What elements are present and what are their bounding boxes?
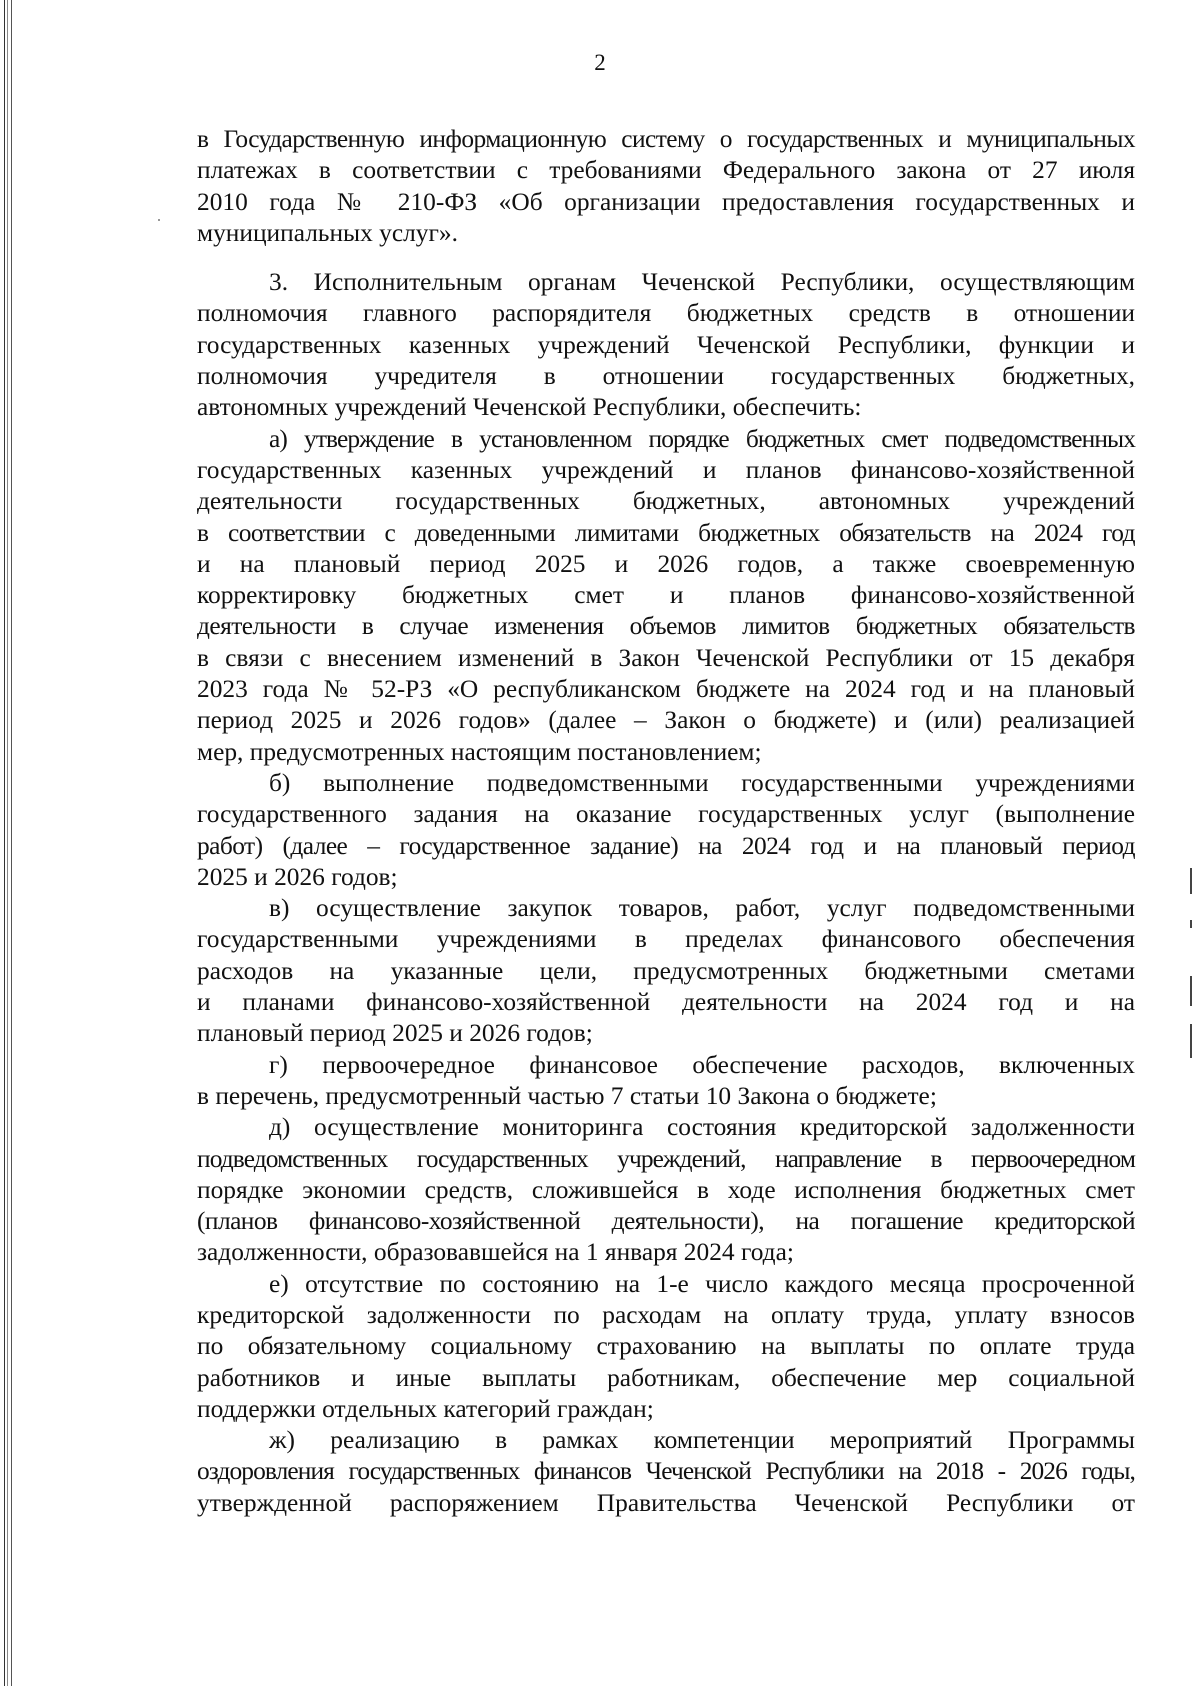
scan-margin-mark xyxy=(1190,976,1192,1006)
text-line: государственных казенных учреждений и планов финансово-хозяйственной xyxy=(197,455,1135,484)
text-line: государственных казенных учреждений Чеченской Республики, функции и xyxy=(197,330,1135,359)
text-line: г) первоочередное финансовое обеспечение расходов, включенных xyxy=(269,1050,1135,1079)
text-line: (планов финансово-хозяйственной деятельности), на погашение кредиторской xyxy=(197,1207,1135,1236)
text-line: а) утверждение в установленном порядке бюджетных смет подведомственных xyxy=(269,424,1135,453)
paragraph-item-v xyxy=(197,893,1135,1049)
text-line: по обязательному социальному страхованию на выплаты по оплате труда xyxy=(197,1332,1135,1361)
text-line: мер, предусмотренных настоящим постановлением; xyxy=(197,737,762,766)
text-line: государственного задания на оказание государственных услуг (выполнение xyxy=(197,800,1135,829)
paragraph-item-d xyxy=(197,1112,1135,1268)
text-line: б) выполнение подведомственными государственными учреждениями xyxy=(269,768,1135,797)
text-line: и на плановый период 2025 и 2026 годов, а также своевременную xyxy=(197,549,1135,578)
text-line: автономных учреждений Чеченской Республики, обеспечить: xyxy=(197,393,862,422)
text-line: 2010 года № 210-ФЗ «Об организации предоставления государственных и xyxy=(197,187,1135,216)
text-line: государственными учреждениями в пределах финансового обеспечения xyxy=(197,925,1135,954)
text-line: платежах в соответствии с требованиями Федерального закона от 27 июля xyxy=(197,156,1135,185)
text-line: подведомственных государственных учреждений, направление в первоочередном xyxy=(197,1144,1135,1173)
paragraph-item-g xyxy=(197,1050,1135,1113)
text-line: в перечень, предусмотренный частью 7 статьи 10 Закона о бюджете; xyxy=(197,1081,937,1110)
text-line: в связи с внесением изменений в Закон Чеченской Республики от 15 декабря xyxy=(197,643,1135,672)
paragraph-item-3 xyxy=(197,267,1135,423)
text-line: деятельности в случае изменения объемов лимитов бюджетных обязательств xyxy=(197,612,1135,641)
text-line: кредиторской задолженности по расходам на оплату труда, уплату взносов xyxy=(197,1300,1135,1329)
scan-left-edge xyxy=(4,0,12,1686)
scan-speck xyxy=(158,219,160,221)
paragraph-item-e xyxy=(197,1269,1135,1425)
text-line: и планами финансово-хозяйственной деятельности на 2024 год и на xyxy=(197,988,1135,1017)
text-line: 2025 и 2026 годов; xyxy=(197,862,398,891)
text-line: расходов на указанные цели, предусмотренных бюджетными сметами xyxy=(197,956,1135,985)
scan-margin-mark xyxy=(1190,868,1192,894)
text-line: поддержки отдельных категорий граждан; xyxy=(197,1394,654,1423)
text-line: 2023 года № 52-РЗ «О республиканском бюджете на 2024 год и на плановый xyxy=(197,675,1135,704)
scan-margin-mark xyxy=(1190,1024,1192,1058)
text-line: утвержденной распоряжением Правительства Чеченской Республики от xyxy=(197,1488,1135,1517)
text-line: в соответствии с доведенными лимитами бюджетных обязательств на 2024 год xyxy=(197,518,1135,547)
paragraph-item-b xyxy=(197,768,1135,893)
text-line: е) отсутствие по состоянию на 1-е число каждого месяца просроченной xyxy=(269,1269,1135,1298)
text-line: полномочия главного распорядителя бюджетных средств в отношении xyxy=(197,299,1135,328)
page-number: 2 xyxy=(594,50,606,75)
text-line: корректировку бюджетных смет и планов финансово-хозяйственной xyxy=(197,581,1135,610)
paragraph-item-a xyxy=(197,424,1135,768)
text-line: в Государственную информационную систему о государственных и муниципальных xyxy=(197,125,1135,153)
text-line: оздоровления государственных финансов Чеченской Республики на 2018 - 2026 годы, xyxy=(197,1457,1135,1486)
text-line: д) осуществление мониторинга состояния кредиторской задолженности xyxy=(269,1113,1135,1142)
document-body xyxy=(197,124,1135,1519)
text-line: 3. Исполнительным органам Чеченской Республики, осуществляющим xyxy=(269,268,1135,297)
text-line: работников и иные выплаты работникам, обеспечение мер социальной xyxy=(197,1363,1135,1392)
scan-margin-mark xyxy=(1190,920,1192,928)
text-line: задолженности, образовавшейся на 1 января 2024 года; xyxy=(197,1238,794,1267)
text-line: плановый период 2025 и 2026 годов; xyxy=(197,1019,593,1048)
text-line: работ) (далее – государственное задание) на 2024 год и на плановый период xyxy=(197,831,1135,860)
text-line: деятельности государственных бюджетных, автономных учреждений xyxy=(197,487,1135,516)
text-line: период 2025 и 2026 годов» (далее – Закон о бюджете) и (или) реализацией xyxy=(197,706,1135,735)
text-line: порядке экономии средств, сложившейся в ходе исполнения бюджетных смет xyxy=(197,1175,1135,1204)
text-line: муниципальных услуг». xyxy=(197,218,458,247)
text-line: полномочия учредителя в отношении государственных бюджетных, xyxy=(197,362,1135,391)
text-line: в) осуществление закупок товаров, работ, услуг подведомственными xyxy=(269,894,1135,923)
paragraph-item-zh xyxy=(197,1425,1135,1519)
paragraph-intro xyxy=(197,124,1135,249)
text-line: ж) реализацию в рамках компетенции мероприятий Программы xyxy=(269,1426,1135,1455)
